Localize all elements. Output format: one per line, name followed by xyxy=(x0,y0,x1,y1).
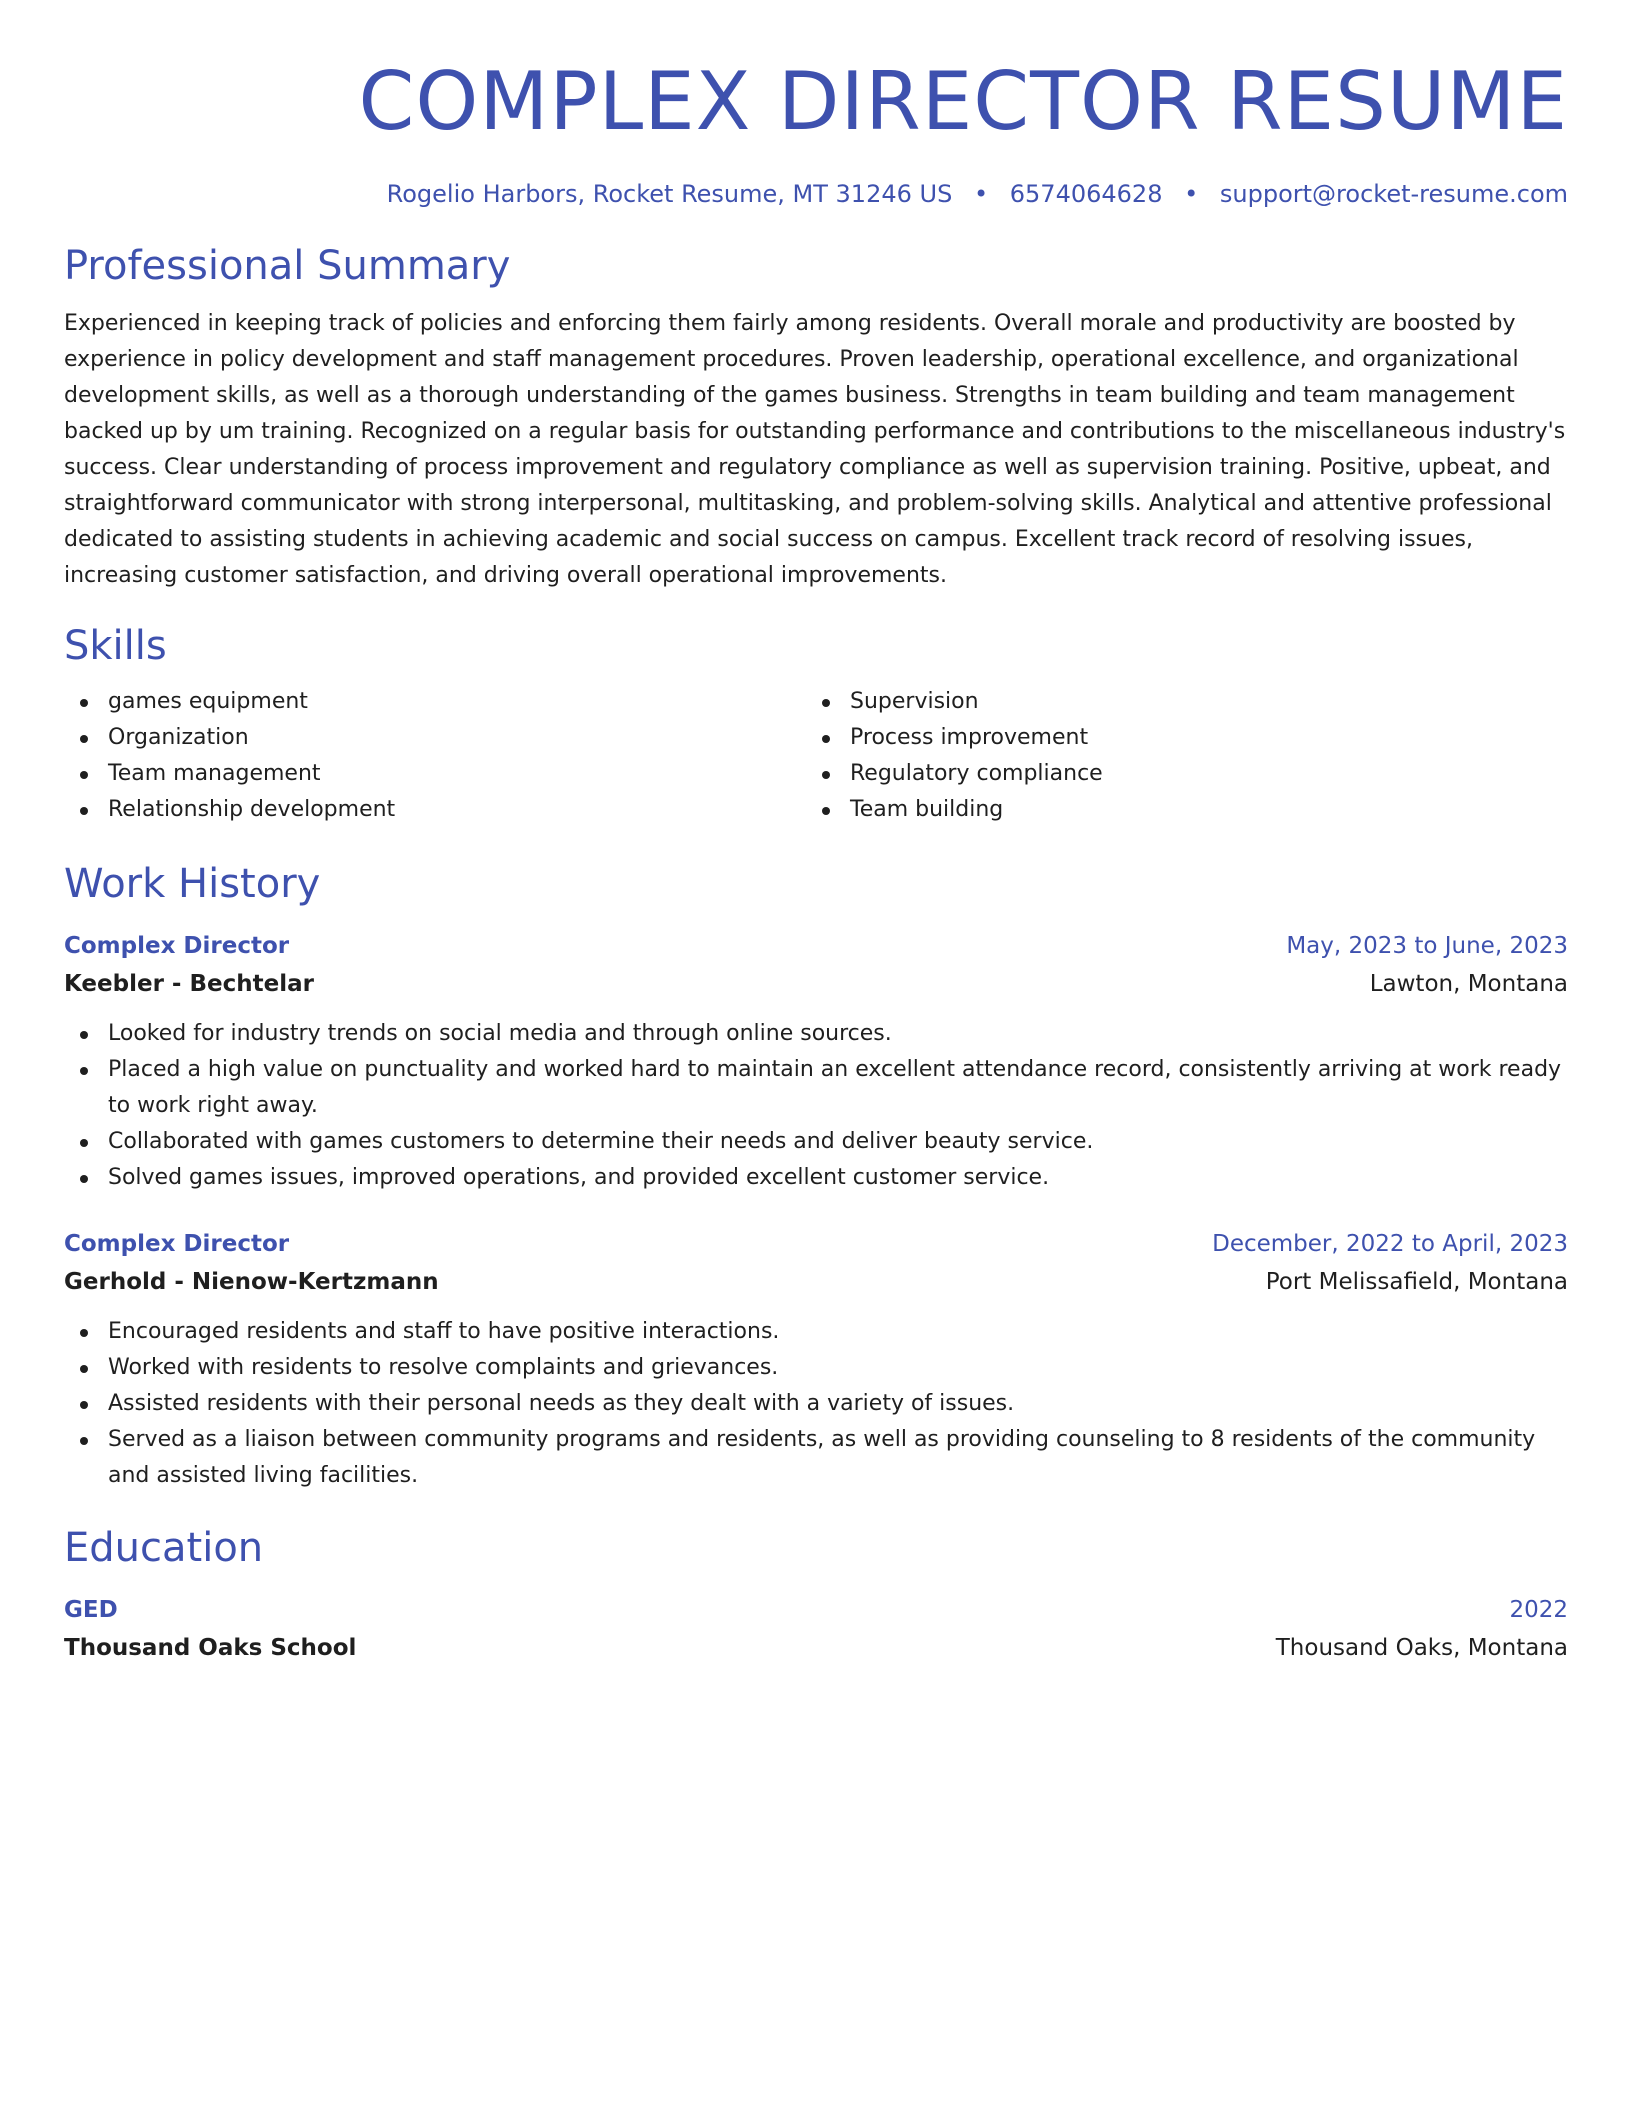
contact-phone: 6574064628 xyxy=(1009,180,1163,208)
education-school: Thousand Oaks School xyxy=(64,1635,357,1661)
contact-line xyxy=(64,178,1568,210)
contact-address: Rogelio Harbors, Rocket Resume, MT 31246 US xyxy=(386,180,953,208)
job-bullet: Assisted residents with their personal needs as they dealt with a variety of issues. xyxy=(64,1386,1568,1422)
job-location: Port Melissafield, Montana xyxy=(1265,1269,1568,1295)
contact-email: support@rocket-resume.com xyxy=(1219,180,1568,208)
job-bullet: Looked for industry trends on social media and through online sources. xyxy=(64,1016,1568,1052)
job-bullet: Encouraged residents and staff to have positive interactions. xyxy=(64,1314,1568,1350)
skills-heading: Skills xyxy=(64,623,167,669)
summary-heading: Professional Summary xyxy=(64,243,511,289)
job-bullets xyxy=(64,1016,1568,1196)
job-bullets xyxy=(64,1314,1568,1494)
skill-item: Regulatory compliance xyxy=(806,756,1548,792)
resume-page xyxy=(64,0,1568,1668)
skill-item: Team management xyxy=(64,756,806,792)
resume-title: COMPLEX DIRECTOR RESUME xyxy=(358,55,1568,148)
skills-column-right xyxy=(806,684,1548,828)
job-bullet: Worked with residents to resolve complaints and grievances. xyxy=(64,1350,1568,1386)
job-dates: December, 2022 to April, 2023 xyxy=(1212,1231,1568,1257)
job-bullet: Placed a high value on punctuality and worked hard to maintain an excellent attendance record, consistently arriving at work ready to work right away. xyxy=(64,1052,1568,1124)
education-location: Thousand Oaks, Montana xyxy=(1275,1635,1568,1661)
contact-separator: • xyxy=(973,180,989,208)
job-location: Lawton, Montana xyxy=(1369,971,1568,997)
job-employer: Keebler - Bechtelar xyxy=(64,971,314,997)
education-entry xyxy=(64,1592,1568,1668)
job-role: Complex Director xyxy=(64,1231,290,1257)
education-year: 2022 xyxy=(1509,1597,1568,1623)
job-entry xyxy=(64,928,1568,1196)
education-degree: GED xyxy=(64,1597,118,1623)
skills-list xyxy=(64,684,1568,828)
skill-item: Process improvement xyxy=(806,720,1548,756)
skill-item: games equipment xyxy=(64,684,806,720)
job-bullet: Collaborated with games customers to determine their needs and deliver beauty service. xyxy=(64,1124,1568,1160)
job-entry xyxy=(64,1226,1568,1494)
contact-separator: • xyxy=(1184,180,1199,208)
work-history-heading: Work History xyxy=(64,861,321,907)
job-bullet: Solved games issues, improved operations, and provided excellent customer service. xyxy=(64,1160,1568,1196)
skills-column-left xyxy=(64,684,806,828)
summary-text: Experienced in keeping track of policies and enforcing them fairly among residents. Overall morale and productivity are boosted by experience in policy development and staff management procedures. Proven leadership, operational excellence, and organizational development skills, as well as a thorough understanding of the games business. Strengths in team building and team management backed up by um training. Recognized on a regular basis for outstanding performance and contributions to the miscellaneous industry's success. Clear understanding of process improvement and regulatory compliance as well as supervision training. Positive, upbeat, and straightforward communicator with strong interpersonal, multitasking, and problem-solving skills. Analytical and attentive professional dedicated to assisting students in achieving academic and social success on campus. Excellent track record of resolving issues, increasing customer satisfaction, and driving overall operational improvements. xyxy=(64,311,1566,588)
skill-item: Relationship development xyxy=(64,792,806,828)
job-employer: Gerhold - Nienow-Kertzmann xyxy=(64,1269,439,1295)
skill-item: Supervision xyxy=(806,684,1548,720)
job-bullet: Served as a liaison between community programs and residents, as well as providing counseling to 8 residents of the community and assisted living facilities. xyxy=(64,1422,1568,1494)
education-heading: Education xyxy=(64,1525,264,1571)
job-role: Complex Director xyxy=(64,933,290,959)
skill-item: Team building xyxy=(806,792,1548,828)
job-dates: May, 2023 to June, 2023 xyxy=(1286,933,1568,959)
skill-item: Organization xyxy=(64,720,806,756)
